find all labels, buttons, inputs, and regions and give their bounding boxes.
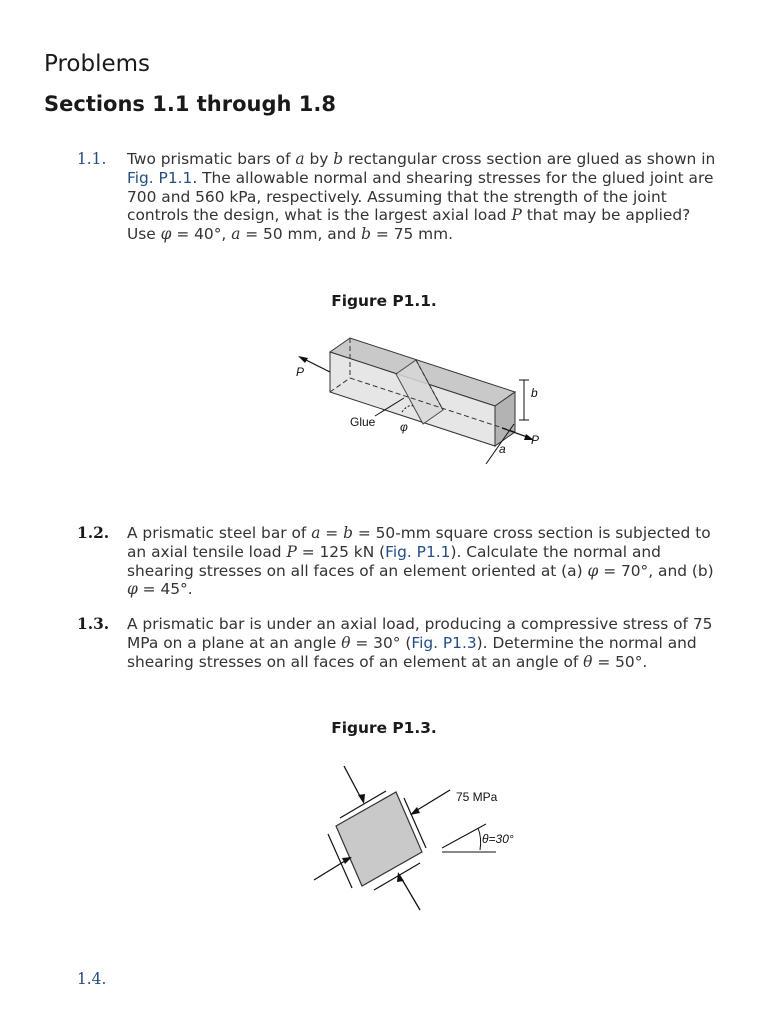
figure-p1-1-glued-bar [280, 328, 570, 478]
problem-number: 1.3. [77, 615, 110, 633]
math-variable: a [295, 150, 305, 168]
math-variable: φ [160, 225, 172, 244]
math-variable: P [286, 542, 297, 561]
figure-reference-link[interactable]: Fig. P1.3 [411, 633, 477, 652]
math-variable: b [343, 524, 353, 542]
figure-caption-p1-3: Figure P1.3. [331, 719, 437, 737]
problem-number-link[interactable]: 1.1. [77, 150, 107, 168]
math-variable: φ [127, 580, 138, 599]
math-variable: θ [341, 633, 351, 652]
text-run: A prismatic bar is under an axial load, producing a compressive stress of 75 MPa on a plane at an angle [127, 615, 713, 652]
math-variable: φ [587, 561, 599, 580]
figure-label-phi: φ [400, 420, 408, 434]
problem-1-3 [77, 615, 717, 671]
problem-number: 1.2. [77, 524, 110, 542]
figure-label-a: a [499, 442, 506, 456]
text-run: by [304, 150, 334, 168]
text-run: = 40°, [171, 225, 232, 244]
problem-text [127, 524, 717, 599]
page-heading: Problems [44, 51, 151, 77]
text-run: rectangular cross section are glued as shown in [343, 150, 716, 168]
text-run: Two prismatic bars of [127, 150, 296, 168]
math-variable: a [311, 524, 321, 542]
text-run: ). Calculate the normal and shearing stresses on all faces of an element oriented at (a) [127, 542, 661, 580]
problem-number-link[interactable]: 1.4. [77, 970, 107, 988]
math-variable: b [333, 150, 344, 168]
problem-text [127, 615, 717, 671]
math-variable: b [361, 225, 372, 244]
figure-label-glue: Glue [350, 415, 376, 429]
text-run: = 45°. [137, 580, 193, 599]
figure-caption-p1-1: Figure P1.1. [331, 292, 437, 310]
text-run: = 50-mm square cross section is subjected to an axial tensile load [127, 524, 711, 561]
math-variable: θ [583, 652, 593, 671]
problem-1-2 [77, 524, 717, 599]
text-run: ). Determine the normal and shearing stresses on all faces of an element at an angle of [127, 633, 697, 671]
math-variable: P [511, 206, 522, 225]
problem-1-1 [77, 150, 717, 244]
figure-label-b: b [531, 386, 538, 400]
text-run: = [320, 524, 344, 542]
math-variable: a [231, 225, 241, 244]
figure-label-p-right: P [531, 433, 540, 447]
text-run: A prismatic steel bar of [127, 524, 312, 542]
figure-reference-link[interactable]: Fig. P1.1 [385, 542, 451, 561]
text-run: = 30° ( [350, 633, 412, 652]
figure-p1-3-stress-element [300, 760, 540, 920]
text-run: = 70°, and (b) [598, 561, 714, 580]
section-heading: Sections 1.1 through 1.8 [44, 92, 336, 116]
figure-label-p-left: P [296, 365, 305, 379]
text-run: = 50 mm, and [240, 225, 362, 244]
text-run: . The allowable normal and shearing stresses for the glued joint are 700 and 560 kPa, respectively. Assuming that the strength of the joint controls the design, what is the largest axial load [127, 168, 714, 225]
text-run: that may be applied? Use [127, 206, 691, 244]
figure-label-stress: 75 MPa [456, 790, 498, 804]
text-run: = 75 mm. [371, 225, 454, 244]
text-run: = 125 kN ( [296, 542, 386, 561]
problem-text [127, 150, 717, 244]
figure-label-angle: θ=30° [482, 832, 514, 846]
figure-reference-link[interactable]: Fig. P1.1 [127, 168, 193, 187]
text-run: = 50°. [592, 652, 648, 671]
